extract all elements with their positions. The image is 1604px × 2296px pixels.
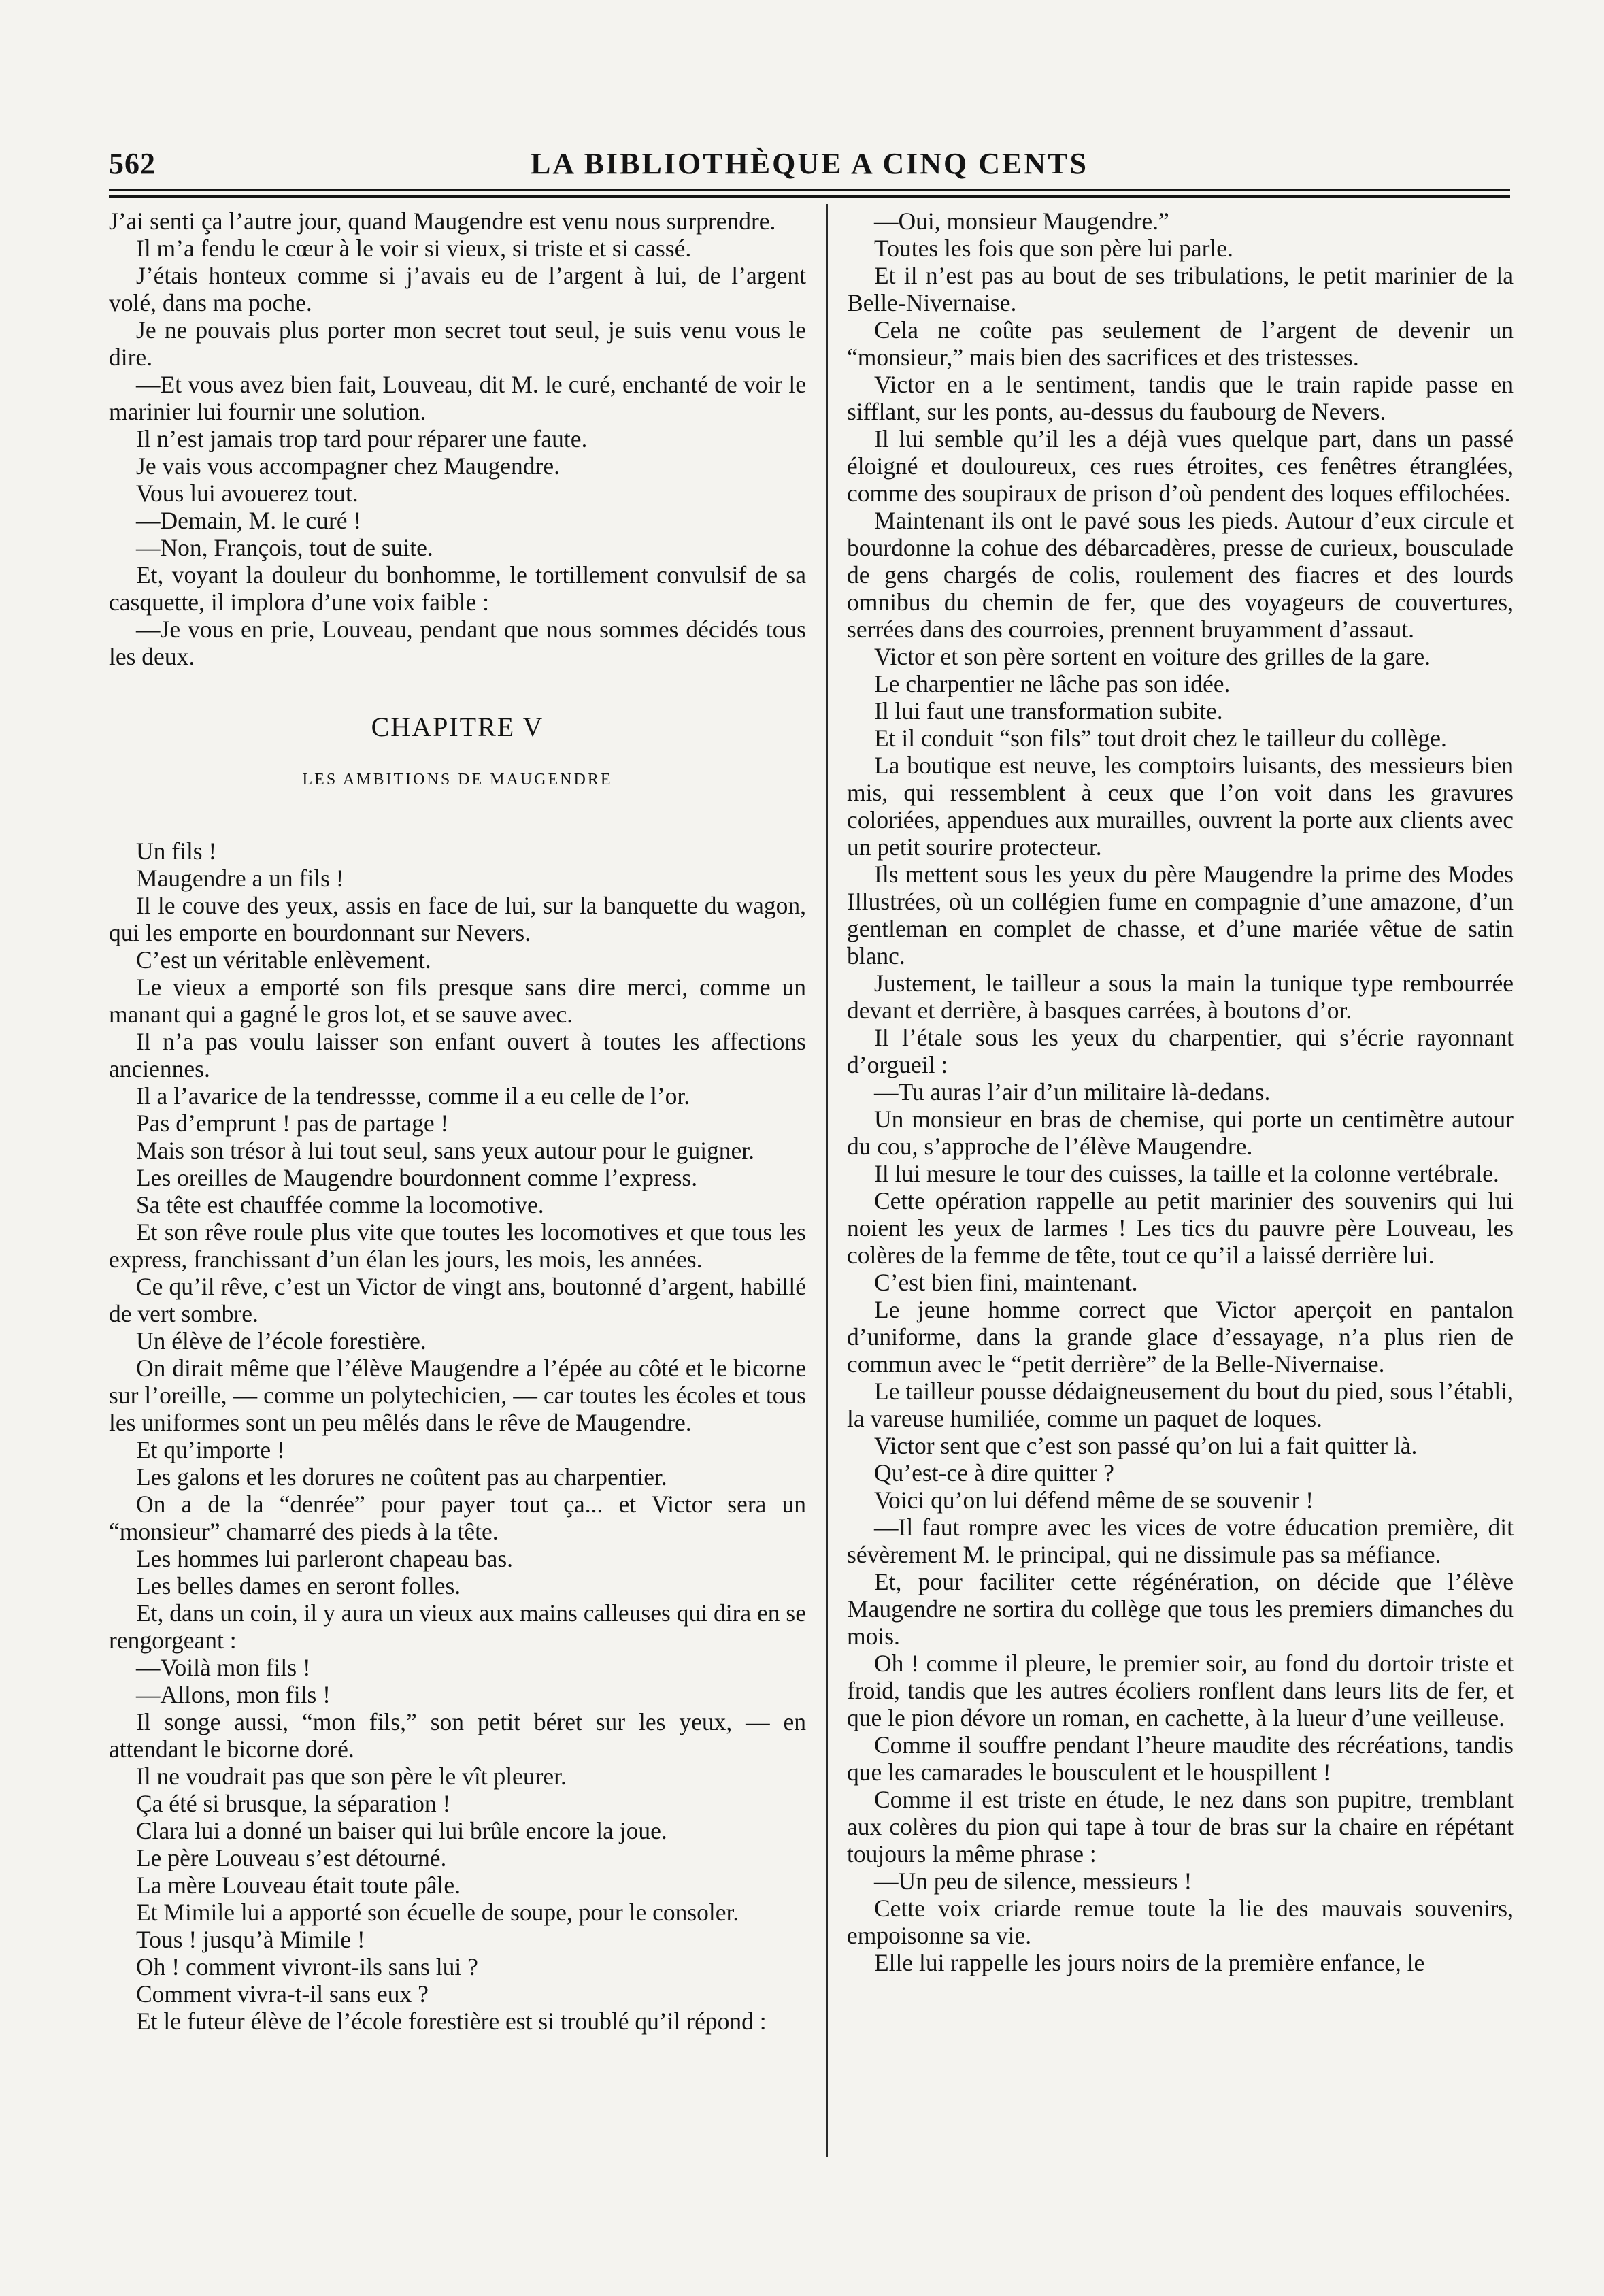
paragraph: Tous ! jusqu’à Mimile ! <box>136 1926 365 1953</box>
paragraph: La mère Louveau était toute pâle. <box>136 1871 461 1899</box>
paragraph: Mais son trésor à lui tout seul, sans yeux autour pour le guigner. <box>136 1137 755 1164</box>
paragraph: Il songe aussi, “mon fils,” son petit béret sur les yeux, — en attendant le bicorne doré. <box>109 1708 806 1763</box>
paragraph: —Un peu de silence, messieurs ! <box>874 1867 1192 1895</box>
paragraph: Victor sent que c’est son passé qu’on lui a fait quitter là. <box>874 1432 1418 1459</box>
left-column <box>109 207 806 2035</box>
paragraph: —Oui, monsieur Maugendre.” <box>874 207 1169 235</box>
paragraph: Comme il souffre pendant l’heure maudite des récréations, tandis que les camarades le bousculent et le houspillent ! <box>847 1731 1514 1786</box>
paragraph: Et, voyant la douleur du bonhomme, le tortillement convulsif de sa casquette, il implora d’une voix faible : <box>109 561 806 616</box>
paragraph: Les belles dames en seront folles. <box>136 1572 461 1599</box>
paragraph: —Allons, mon fils ! <box>136 1681 331 1708</box>
page-header <box>109 139 1510 187</box>
paragraph: Le tailleur pousse dédaigneusement du bout du pied, sous l’établi, la vareuse humiliée, comme un paquet de loques. <box>847 1378 1514 1432</box>
paragraph: Un fils ! <box>136 837 217 865</box>
paragraph: Il lui mesure le tour des cuisses, la taille et la colonne vertébrale. <box>874 1160 1499 1187</box>
paragraph: On a de la “denrée” pour payer tout ça... et Victor sera un “monsieur” chamarré des pieds à la tête. <box>109 1491 806 1545</box>
paragraph: Clara lui a donné un baiser qui lui brûle encore la joue. <box>136 1817 667 1844</box>
paragraph: Et Mimile lui a apporté son écuelle de soupe, pour le consoler. <box>136 1899 739 1926</box>
paragraph: Et le futeur élève de l’école forestière est si troublé qu’il répond : <box>136 2008 767 2035</box>
paragraph: Le vieux a emporté son fils presque sans dire merci, comme un manant qui a gagné le gros lot, et se sauve avec. <box>109 974 806 1028</box>
paragraph: Et qu’importe ! <box>136 1436 285 1463</box>
paragraph: J’ai senti ça l’autre jour, quand Maugendre est venu nous surprendre. <box>109 207 776 235</box>
paragraph: Et il conduit “son fils” tout droit chez le tailleur du collège. <box>874 725 1447 752</box>
paragraph: Victor en a le sentiment, tandis que le train rapide passe en sifflant, sur les ponts, au-dessus du faubourg de Nevers. <box>847 371 1514 425</box>
paragraph: J’étais honteux comme si j’avais eu de l’argent à lui, de l’argent volé, dans ma poche. <box>109 262 806 316</box>
paragraph: C’est bien fini, maintenant. <box>874 1269 1138 1296</box>
paragraph: Les galons et les dorures ne coûtent pas au charpentier. <box>136 1463 667 1491</box>
paragraph: —Non, François, tout de suite. <box>136 534 433 561</box>
paragraph: Comment vivra-t-il sans eux ? <box>136 1980 429 2008</box>
paragraph: Je ne pouvais plus porter mon secret tout seul, je suis venu vous le dire. <box>109 316 806 371</box>
paragraph: Le père Louveau s’est détourné. <box>136 1844 447 1871</box>
paragraph: Un élève de l’école forestière. <box>136 1327 427 1354</box>
left-paragraphs-before <box>109 207 806 670</box>
paragraph: Sa tête est chauffée comme la locomotive. <box>136 1191 544 1218</box>
paragraph: Pas d’emprunt ! pas de partage ! <box>136 1110 449 1137</box>
paragraph: Il n’a pas voulu laisser son enfant ouvert à toutes les affections anciennes. <box>109 1028 806 1082</box>
paragraph: Toutes les fois que son père lui parle. <box>874 235 1233 262</box>
paragraph: Le charpentier ne lâche pas son idée. <box>874 670 1231 697</box>
header-rule-thick <box>109 195 1510 198</box>
paragraph: On dirait même que l’élève Maugendre a l’épée au côté et le bicorne sur l’oreille, — comme un polytechicien, — car toutes les écoles et tous les uniformes sont un peu mêlés dans le rêve de Maugendre. <box>109 1354 806 1436</box>
paragraph: Il m’a fendu le cœur à le voir si vieux, si triste et si cassé. <box>136 235 692 262</box>
chapter-title: CHAPITRE V <box>371 712 544 742</box>
column-divider <box>826 204 828 2157</box>
paragraph: Les oreilles de Maugendre bourdonnent comme l’express. <box>136 1164 698 1191</box>
right-column <box>847 207 1514 1976</box>
paragraph: —Je vous en prie, Louveau, pendant que nous sommes décidés tous les deux. <box>109 616 806 670</box>
running-title: LA BIBLIOTHÈQUE A CINQ CENTS <box>530 147 1088 180</box>
paragraph: Un monsieur en bras de chemise, qui porte un centimètre autour du cou, s’approche de l’élève Maugendre. <box>847 1105 1514 1160</box>
paragraph: Cette opération rappelle au petit marinier des souvenirs qui lui noient les yeux de larmes ! Les tics du pauvre père Louveau, les colères de la femme de tête, tout ce qu’il a laissé derrière lui. <box>847 1187 1514 1269</box>
paragraph: Ça été si brusque, la séparation ! <box>136 1790 451 1817</box>
paragraph: Il ne voudrait pas que son père le vît pleurer. <box>136 1763 567 1790</box>
paragraph: —Voilà mon fils ! <box>136 1654 311 1681</box>
paragraph: Cela ne coûte pas seulement de l’argent de devenir un “monsieur,” mais bien des sacrifices et des tristesses. <box>847 316 1514 371</box>
paragraph: Les hommes lui parleront chapeau bas. <box>136 1545 514 1572</box>
paragraph: Maugendre a un fils ! <box>136 865 344 892</box>
paragraph: Et, pour faciliter cette régénération, on décide que l’élève Maugendre ne sortira du collège que tous les premiers dimanches du mois. <box>847 1568 1514 1650</box>
paragraph: Il l’étale sous les yeux du charpentier, qui s’écrie rayonnant d’orgueil : <box>847 1024 1514 1078</box>
paragraph: Et son rêve roule plus vite que toutes les locomotives et que tous les express, franchissant d’un élan les jours, les mois, les années. <box>109 1218 806 1273</box>
paragraph: Comme il est triste en étude, le nez dans son pupitre, tremblant aux colères du pion qui tape à tour de bras sur la chaire en répétant toujours la même phrase : <box>847 1786 1514 1867</box>
header-rule-thin <box>109 189 1510 191</box>
paragraph: Il le couve des yeux, assis en face de lui, sur la banquette du wagon, qui les emporte en bourdonnant sur Nevers. <box>109 892 806 946</box>
paragraph: Et il n’est pas au bout de ses tribulations, le petit marinier de la Belle-Nivernaise. <box>847 262 1514 316</box>
right-paragraphs <box>847 207 1514 1976</box>
paragraph: —Tu auras l’air d’un militaire là-dedans. <box>874 1078 1271 1105</box>
paragraph: Voici qu’on lui défend même de se souvenir ! <box>874 1486 1314 1514</box>
left-paragraphs-after <box>109 837 806 2035</box>
chapter-subtitle: LES AMBITIONS DE MAUGENDRE <box>302 771 613 788</box>
paragraph: Je vais vous accompagner chez Maugendre. <box>136 452 560 480</box>
paragraph: Il lui faut une transformation subite. <box>874 697 1223 725</box>
paragraph: Maintenant ils ont le pavé sous les pieds. Autour d’eux circule et bourdonne la cohue des débarcadères, presse de curieux, bousculade de gens chargés de colis, roulement des fiacres et des lourds omnibus du chemin de fer, que des voyageurs de couvertures, serrées dans des courroies, prennent bruyamment d’assaut. <box>847 507 1514 643</box>
paragraph: Il lui semble qu’il les a déjà vues quelque part, dans un passé éloigné et douloureux, ces rues étroites, ces fenêtres étranglées, comme des soupiraux de prison d’où pendent des loques effilochées. <box>847 425 1514 507</box>
paragraph: Elle lui rappelle les jours noirs de la première enfance, le <box>874 1949 1425 1976</box>
paragraph: Oh ! comme il pleure, le premier soir, au fond du dortoir triste et froid, tandis que les autres écoliers ronflent dans leurs lits de fer, et que le pion dévore un roman, en cachette, à la lueur d’une veilleuse. <box>847 1650 1514 1731</box>
paragraph: Le jeune homme correct que Victor aperçoit en pantalon d’uniforme, dans la grande glace d’essayage, n’a plus rien de commun avec le “petit derrière” de la Belle-Nivernaise. <box>847 1296 1514 1378</box>
page-number: 562 <box>109 147 156 180</box>
paragraph: Et, dans un coin, il y aura un vieux aux mains calleuses qui dira en se rengorgeant : <box>109 1599 806 1654</box>
paragraph: Cette voix criarde remue toute la lie des mauvais souvenirs, empoisonne sa vie. <box>847 1895 1514 1949</box>
paragraph: Oh ! comment vivront-ils sans lui ? <box>136 1953 478 1980</box>
paragraph: Ils mettent sous les yeux du père Maugendre la prime des Modes Illustrées, où un collégien fume en compagnie d’une amazone, d’un gentleman en complet de chasse, et d’une mariée vêtue de satin blanc. <box>847 861 1514 969</box>
paragraph: Victor et son père sortent en voiture des grilles de la gare. <box>874 643 1431 670</box>
paragraph: Ce qu’il rêve, c’est un Victor de vingt ans, boutonné d’argent, habillé de vert sombre. <box>109 1273 806 1327</box>
paragraph: —Et vous avez bien fait, Louveau, dit M. le curé, enchanté de voir le marinier lui fournir une solution. <box>109 371 806 425</box>
paragraph: La boutique est neuve, les comptoirs luisants, des messieurs bien mis, qui ressemblent à ceux que l’on voit dans les gravures coloriées, appendues aux murailles, ouvrent la porte aux clients avec un petit sourire protecteur. <box>847 752 1514 861</box>
paragraph: Il n’est jamais trop tard pour réparer une faute. <box>136 425 588 452</box>
paragraph: C’est un véritable enlèvement. <box>136 946 431 974</box>
paragraph: Il a l’avarice de la tendressse, comme il a eu celle de l’or. <box>136 1082 690 1110</box>
paragraph: Vous lui avouerez tout. <box>136 480 358 507</box>
paragraph: Qu’est-ce à dire quitter ? <box>874 1459 1114 1486</box>
paragraph: —Demain, M. le curé ! <box>136 507 362 534</box>
paragraph: —Il faut rompre avec les vices de votre éducation première, dit sévèrement M. le principal, qui ne dissimule pas sa méfiance. <box>847 1514 1514 1568</box>
paragraph: Justement, le tailleur a sous la main la tunique type rembourrée devant et derrière, à basques carrées, à boutons d’or. <box>847 969 1514 1024</box>
